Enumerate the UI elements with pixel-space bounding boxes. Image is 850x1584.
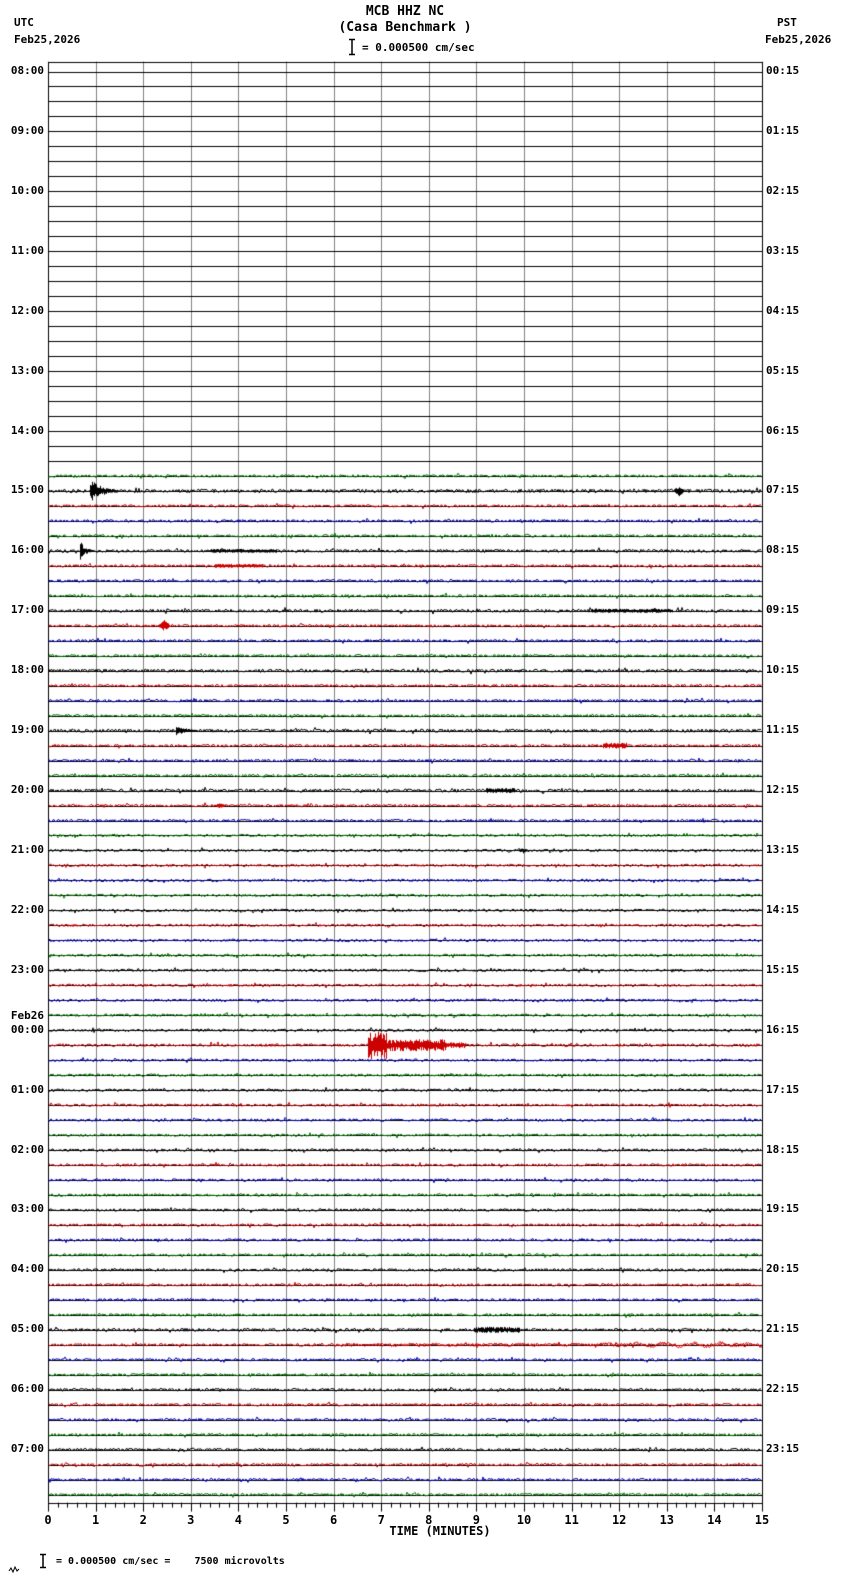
- right-date-label: Feb25,2026: [765, 33, 832, 46]
- x-axis-tick-label: 10: [516, 1512, 532, 1527]
- pst-hour-label: 05:15: [766, 363, 800, 377]
- footer-ibeam-icon: [38, 1553, 48, 1573]
- x-axis-tick-label: 4: [234, 1512, 242, 1527]
- utc-hour-label: 18:00: [10, 663, 44, 677]
- pst-hour-label: 00:15: [766, 64, 800, 77]
- utc-hour-label: 16:00: [10, 543, 44, 557]
- pst-hour-label: 06:15: [766, 423, 800, 437]
- x-axis-tick-label: 12: [611, 1512, 627, 1527]
- utc-hour-label: 08:00: [10, 64, 44, 77]
- utc-hour-label: 23:00: [10, 962, 44, 976]
- x-axis-tick-label: 15: [754, 1512, 770, 1527]
- x-axis-tick-label: 6: [329, 1512, 338, 1527]
- utc-hour-label: 13:00: [10, 363, 44, 377]
- utc-hour-label: 07:00: [10, 1442, 44, 1456]
- pst-hour-label: 13:15: [766, 842, 800, 856]
- utc-hour-label: 21:00: [10, 842, 44, 856]
- utc-hour-label: 12:00: [10, 303, 44, 317]
- x-axis-tick-label: 0: [44, 1512, 52, 1527]
- pst-hour-label: 08:15: [766, 543, 800, 557]
- pst-hour-label: 21:15: [766, 1322, 800, 1336]
- pst-hour-label: 04:15: [766, 303, 800, 317]
- utc-hour-label: 10:00: [10, 183, 44, 197]
- x-axis-tick-label: 13: [659, 1512, 675, 1527]
- right-timezone-label: PST: [777, 16, 797, 29]
- utc-hour-label: 03:00: [10, 1202, 44, 1216]
- x-axis-tick-label: 14: [707, 1512, 722, 1527]
- page-title: MCB HHZ NC: [365, 4, 445, 19]
- scale-label: = 0.000500 cm/sec: [362, 41, 475, 54]
- utc-hour-label: 00:00: [10, 1022, 44, 1036]
- pst-hour-label: 07:15: [766, 483, 800, 497]
- pst-hour-label: 12:15: [766, 783, 800, 797]
- pst-hour-label: 03:15: [766, 243, 800, 257]
- pst-hour-label: 19:15: [766, 1202, 800, 1216]
- station-subtitle: (Casa Benchmark ): [338, 20, 472, 35]
- scale-ibeam-icon: [347, 38, 357, 60]
- pst-hour-label: 01:15: [766, 123, 800, 137]
- pst-hour-label: 15:15: [766, 962, 800, 976]
- utc-hour-label: 14:00: [10, 423, 44, 437]
- utc-hour-label: 06:00: [10, 1382, 44, 1396]
- utc-date-label: Feb26: [10, 1008, 44, 1022]
- x-axis-tick-label: 8: [425, 1512, 433, 1527]
- x-axis-tick-label: 5: [282, 1512, 290, 1527]
- x-axis-tick-label: 9: [472, 1512, 480, 1527]
- utc-hour-label: 11:00: [10, 243, 44, 257]
- utc-hour-label: 15:00: [10, 483, 44, 497]
- x-axis-tick-label: 1: [91, 1512, 100, 1527]
- utc-hour-label: 20:00: [10, 783, 44, 797]
- pst-hour-label: 16:15: [766, 1022, 800, 1036]
- x-axis-tick-label: 11: [564, 1512, 579, 1527]
- x-axis-tick-label: 7: [377, 1512, 385, 1527]
- pst-hour-label: 02:15: [766, 183, 800, 197]
- pst-hour-label: 20:15: [766, 1262, 800, 1276]
- x-axis-tick-label: 3: [187, 1512, 195, 1527]
- pst-hour-label: 10:15: [766, 663, 800, 677]
- utc-hour-label: 04:00: [10, 1262, 44, 1276]
- pst-hour-label: 09:15: [766, 603, 800, 617]
- x-axis-title: TIME (MINUTES): [389, 1524, 491, 1538]
- footer-scale-note: = 0.000500 cm/sec = 7500 microvolts: [56, 1556, 285, 1567]
- pst-hour-label: 18:15: [766, 1142, 800, 1156]
- pst-hour-label: 23:15: [766, 1442, 800, 1456]
- left-timezone-label: UTC: [14, 16, 34, 29]
- utc-hour-label: 22:00: [10, 902, 44, 916]
- utc-hour-label: 05:00: [10, 1322, 44, 1336]
- utc-hour-label: 19:00: [10, 723, 44, 737]
- utc-hour-label: 02:00: [10, 1142, 44, 1156]
- pst-hour-label: 14:15: [766, 902, 800, 916]
- pst-hour-label: 22:15: [766, 1382, 800, 1396]
- utc-hour-label: 09:00: [10, 123, 44, 137]
- x-axis-tick-label: 2: [139, 1512, 147, 1527]
- utc-hour-label: 01:00: [10, 1082, 44, 1096]
- waveform-squiggle-icon: [8, 1560, 20, 1579]
- utc-hour-label: 17:00: [10, 603, 44, 617]
- pst-hour-label: 17:15: [766, 1082, 800, 1096]
- pst-hour-label: 11:15: [766, 723, 800, 737]
- left-date-label: Feb25,2026: [14, 33, 81, 46]
